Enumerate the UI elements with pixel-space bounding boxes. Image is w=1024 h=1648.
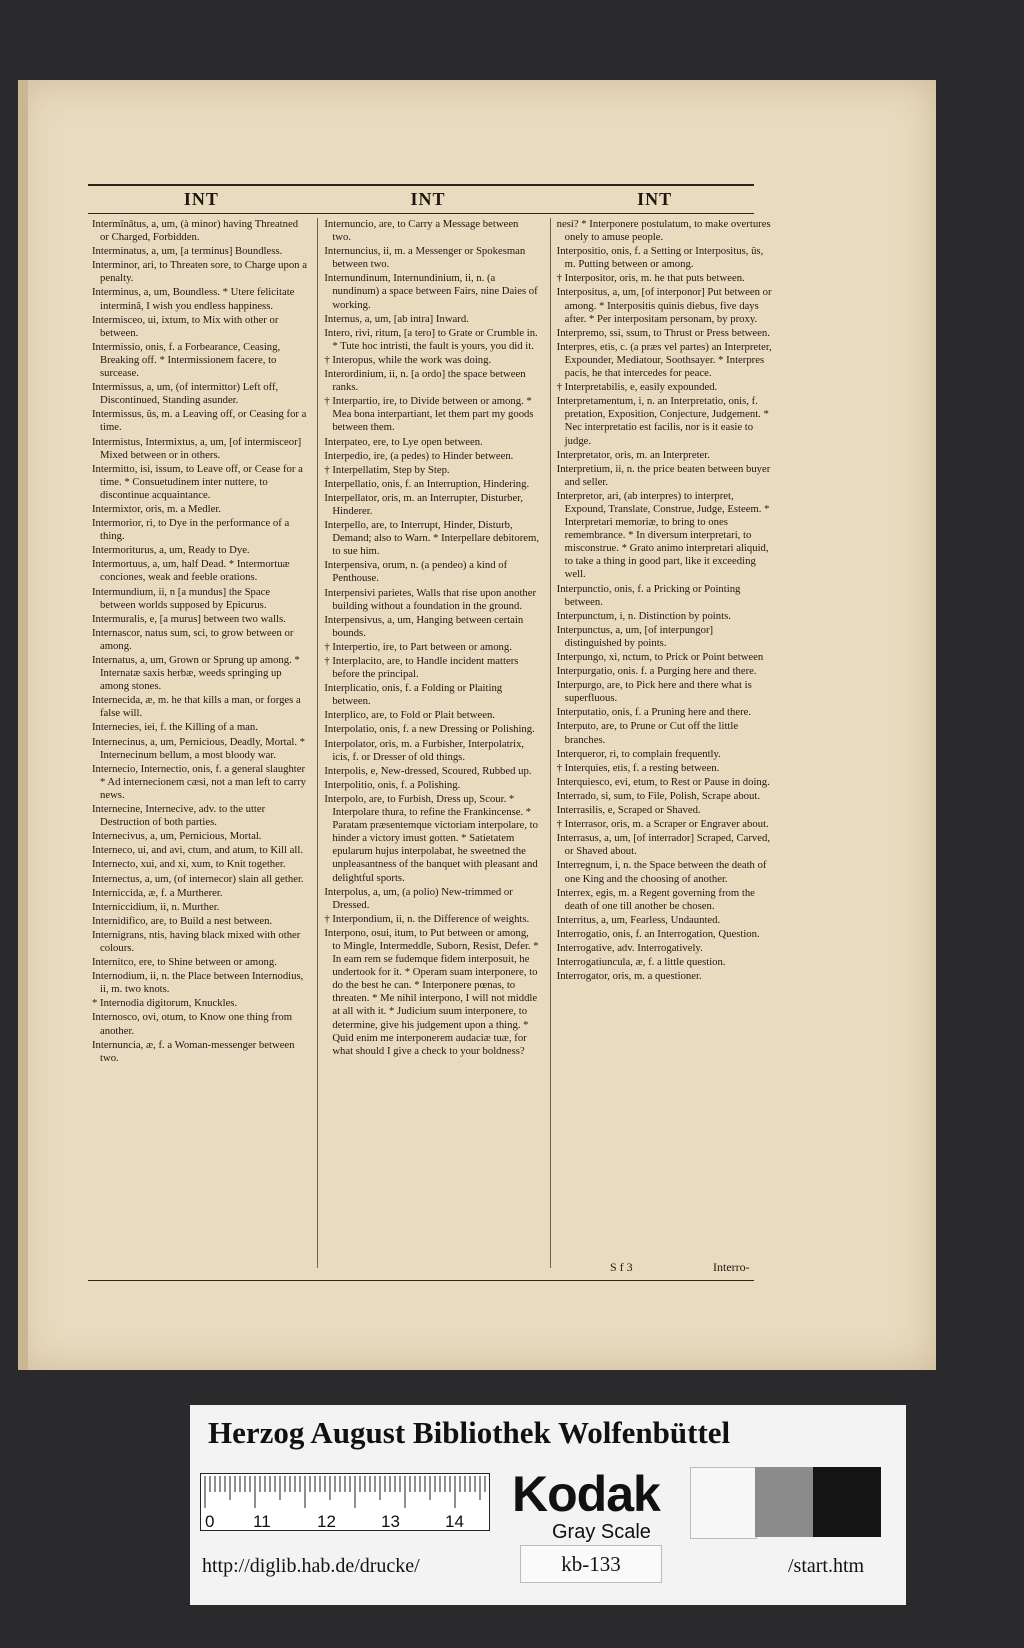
- headword-center: INT: [410, 188, 446, 209]
- dictionary-entry: Interpungo, xi, nctum, to Prick or Point between: [556, 651, 764, 663]
- dictionary-entry: Interpolitio, onis, f. a Polishing.: [324, 778, 461, 791]
- dictionary-entry: Interpolis, e, New-dressed, Scoured, Rubbed up.: [324, 764, 532, 777]
- entry-columns: [92, 218, 772, 1268]
- dictionary-entry: * Internodia digitorum, Knuckles.: [92, 997, 238, 1010]
- dictionary-entry: Interniccidium, ii, n. Murther.: [92, 900, 220, 913]
- dictionary-entry: Internodium, ii, n. the Place between Internodius, ii, m. two knots.: [92, 970, 304, 996]
- dictionary-entry: Interpolo, are, to Furbish, Dress up, Scour. * Interpolare thura, to refine the Frankincense. * Paratam præsentemque victoriam interpolare, to hinder a victory imust gotten. * Satietatem epularum hujus interpolabat, he sweetned the unpleasantness of the banquet with pleasant and delightful sports.: [324, 792, 538, 884]
- dictionary-entry: Internatus, a, um, Grown or Sprung up among. * Internatæ saxis herbæ, weeds springing up among stones.: [92, 654, 300, 693]
- dictionary-entry: Interrogatiuncula, æ, f. a little question.: [556, 956, 726, 969]
- dictionary-entry: Interpensivus, a, um, Hanging between certain bounds.: [324, 613, 524, 639]
- dictionary-page: [18, 80, 936, 1370]
- dictionary-entry: Interpedio, ire, (a pedes) to Hinder between.: [324, 449, 514, 462]
- dictionary-entry: Interputo, are, to Prune or Cut off the little branches.: [556, 720, 739, 746]
- dictionary-entry: Interplicatio, onis, f. a Folding or Plaiting between.: [324, 682, 503, 708]
- dictionary-entry: † Interquies, etis, f. a resting between.: [556, 761, 720, 774]
- catchword: Interro-: [713, 1260, 750, 1274]
- dictionary-entry: Interpositus, a, um, [of interponor] Put between or among. * Interpositis quinis diebus, five days after. * Per interpositam personam, by proxy.: [556, 286, 772, 325]
- dictionary-entry: Interpres, etis, c. (a præs vel partes) an Interpreter, Expounder, Mediatour, Soothsayer. * Interpres pacis, he that intercedes for peace.: [556, 340, 772, 380]
- kodak-logo: Kodak: [512, 1466, 660, 1522]
- dictionary-entry: Interpretor, ari, (ab interpres) to interpret, Expound, Translate, Construe, Judge, Esteem. * Interpretari memoriæ, to bring to ones remembrance. * In diversum interpretari, to misconstrue. * Grato animo interpretari aliquid, to take a thing in good part, like it exceeding well.: [556, 489, 770, 581]
- dictionary-entry: Interputatio, onis, f. a Pruning here and there.: [556, 706, 752, 719]
- dictionary-entry: Intermistus, Intermixtus, a, um, [of intermisceor] Mixed between or in others.: [92, 435, 302, 461]
- running-headwords: [88, 186, 768, 212]
- headword-left: INT: [183, 188, 219, 209]
- dictionary-entry: Internidifico, are, to Build a nest between.: [92, 914, 273, 927]
- dictionary-entry: Interpensiva, orum, n. (a pendeo) a kind of Penthouse.: [324, 559, 508, 585]
- dictionary-entry: Interpolator, oris, m. a Furbisher, Interpolatrix, icis, f. or Dresser of old things.: [324, 737, 525, 763]
- ruler-ticks: [201, 1474, 489, 1514]
- dictionary-entry: Interminatus, a, um, [a terminus] Boundless.: [92, 245, 283, 258]
- gray-patch-black: [813, 1467, 881, 1537]
- dictionary-entry: Internectus, a, um, (of internecor) slain all gether.: [92, 872, 304, 885]
- dictionary-entry: Interpunctio, onis, f. a Pricking or Pointing between.: [556, 582, 741, 608]
- dictionary-entry: Interpateo, ere, to Lye open between.: [324, 435, 483, 448]
- dictionary-entry: Internecto, xui, and xi, xum, to Knit together.: [92, 858, 286, 871]
- dictionary-entry: † Interpartio, ire, to Divide between or among. * Mea bona interpartiant, let them part my goods between them.: [324, 395, 534, 434]
- dictionary-entry: Internuncio, are, to Carry a Message between two.: [324, 218, 519, 244]
- dictionary-entry: Interordinium, ii, n. [a ordo] the space between ranks.: [324, 368, 526, 394]
- dictionary-entry: Intermundium, ii, n [a mundus] the Space between worlds supposed by Epicurus.: [92, 585, 271, 611]
- dictionary-entry: Internuncia, æ, f. a Woman-messenger between two.: [92, 1038, 295, 1064]
- dictionary-entry: Interpello, are, to Interrupt, Hinder, Disturb, Demand; also to Warn. * Interpellare debitorem, to sue him.: [324, 519, 540, 558]
- dictionary-entry: Interrogatio, onis, f. an Interrogation, Question.: [556, 927, 760, 940]
- ruler-number: 0: [205, 1512, 215, 1531]
- gray-scale-label: Gray Scale: [552, 1521, 651, 1543]
- dictionary-entry: Interregnum, i, n. the Space between the death of one King and the choosing of another.: [556, 859, 767, 885]
- gray-patch-mid: [755, 1467, 813, 1537]
- shelfmark-id: kb-133: [520, 1545, 662, 1583]
- dictionary-entry: Interpretator, oris, m. an Interpreter.: [556, 448, 710, 461]
- dictionary-entry: Interpono, osui, itum, to Put between or among, to Mingle, Intermeddle, Suborn, Resist, Defer. * In eam rem se fudemque fidem interposuit, he undertook for it. * Operam suam interponere, to do the best he can. * Interponere pœnas, to threaten. * Me nihil interpono, I will not middle at all with it. * Judicium suum interponere, to determine, give his judgement upon a thing. * Quid enim me interponerem audaciæ tuæ, for what should I give a check to your boldness?: [324, 926, 539, 1057]
- column-right: [550, 218, 772, 1268]
- dictionary-entry: Interqueror, ri, to complain frequently.: [556, 747, 721, 760]
- dictionary-entry: Internigrans, ntis, having black mixed with other colours.: [92, 928, 301, 954]
- dictionary-entry: Internitco, ere, to Shine between or among.: [92, 956, 277, 969]
- dictionary-entry: Intermuralis, e, [a murus] between two walls.: [92, 612, 286, 625]
- dictionary-entry: Interrasus, a, um, [of interrador] Scraped, Carved, or Shaved about.: [556, 832, 771, 858]
- gray-patch-white: [690, 1467, 757, 1539]
- header-underline: [88, 213, 754, 214]
- dictionary-entry: Internosco, ovi, otum, to Know one thing from another.: [92, 1011, 293, 1037]
- dictionary-entry: nesi? * Interponere postulatum, to make overtures onely to amuse people.: [556, 218, 771, 244]
- dictionary-entry: Interritus, a, um, Fearless, Undaunted.: [556, 913, 721, 926]
- headword-right: INT: [637, 188, 673, 209]
- dictionary-entry: Interneco, ui, and avi, ctum, and atum, to Kill all.: [92, 844, 304, 857]
- dictionary-entry: Intermisceo, ui, ixtum, to Mix with other or between.: [92, 313, 279, 339]
- dictionary-entry: Intermissus, ûs, m. a Leaving off, or Ceasing for a time.: [92, 408, 307, 434]
- dictionary-entry: Intermitto, isi, issum, to Leave off, or Cease for a time. * Consuetudinem inter nuttere, to discontinue acquaintance.: [92, 462, 303, 501]
- dictionary-entry: Internecine, Internecive, adv. to the utter Destruction of both parties.: [92, 803, 266, 829]
- dictionary-entry: † Interrasor, oris, m. a Scraper or Engraver about.: [556, 818, 769, 831]
- dictionary-entry: Intero, rivi, ritum, [a tero] to Grate or Crumble in. * Tute hoc intristi, the fault is yours, you did it.: [324, 326, 538, 352]
- dictionary-entry: Intermorior, ri, to Dye in the performance of a thing.: [92, 517, 290, 543]
- dictionary-entry: Interpellatio, onis, f. an Interruption, Hindering.: [324, 477, 530, 490]
- library-target-card: [190, 1405, 906, 1605]
- dictionary-entry: † Interpondium, ii, n. the Difference of weights.: [324, 912, 530, 925]
- dictionary-entry: Interpolatio, onis, f. a new Dressing or Polishing.: [324, 723, 535, 736]
- dictionary-entry: Intermixtor, oris, m. a Medler.: [92, 502, 221, 515]
- dictionary-entry: Interrasilis, e, Scraped or Shaved.: [556, 804, 701, 817]
- dictionary-entry: Interminor, ari, to Threaten sore, to Charge upon a penalty.: [92, 259, 307, 285]
- dictionary-entry: Interpurgo, are, to Pick here and there what is superfluous.: [556, 679, 752, 705]
- dictionary-entry: Interrogative, adv. Interrogatively.: [556, 941, 703, 954]
- dictionary-entry: Internus, a, um, [ab intra] Inward.: [324, 312, 469, 325]
- dictionary-entry: Interrogator, oris, m. a questioner.: [556, 970, 702, 983]
- ruler-number: 13: [381, 1512, 400, 1531]
- dictionary-entry: † Interpertio, ire, to Part between or among.: [324, 640, 512, 653]
- dictionary-entry: Interpretamentum, i, n. an Interpretatio, onis, f. pretation, Exposition, Conjecture, Judgement. * Nec interpretatio est facilis, nor is it easie to judge.: [556, 395, 769, 447]
- ruler-number: 14: [445, 1512, 464, 1531]
- dictionary-entry: Interplico, are, to Fold or Plait between.: [324, 709, 495, 722]
- column-middle: [317, 218, 539, 1268]
- dictionary-entry: Interpremo, ssi, ssum, to Thrust or Press between.: [556, 326, 770, 339]
- dictionary-entry: Interminus, a, um, Boundless. * Utere felicitate interminâ, I wish you endless happiness.: [92, 286, 295, 312]
- dictionary-entry: Interpunctum, i, n. Distinction by points.: [556, 609, 731, 622]
- dictionary-entry: Internecida, æ, m. he that kills a man, or forges a false will.: [92, 694, 301, 720]
- footer-rule: [88, 1280, 754, 1281]
- dictionary-entry: Internecies, iei, f. the Killing of a man.: [92, 721, 258, 734]
- url-suffix: /start.htm: [788, 1555, 865, 1577]
- dictionary-entry: † Interplacito, are, to Handle incident matters before the principal.: [324, 655, 519, 681]
- dictionary-entry: Interrado, si, sum, to File, Polish, Scrape about.: [556, 789, 760, 802]
- column-left: [92, 218, 307, 1268]
- dictionary-entry: Interpolus, a, um, (a polio) New-trimmed or Dressed.: [324, 885, 513, 911]
- dictionary-entry: † Interpellatim, Step by Step.: [324, 463, 450, 476]
- ruler-number: 12: [317, 1512, 336, 1531]
- url-prefix: http://diglib.hab.de/drucke/: [202, 1555, 420, 1577]
- dictionary-entry: Interpurgatio, onis. f. a Purging here and there.: [556, 665, 757, 678]
- dictionary-entry: Interpositio, onis, f. a Setting or Interpositus, ûs, m. Putting between or among.: [556, 245, 764, 271]
- dictionary-entry: Interpellator, oris, m. an Interrupter, Disturber, Hinderer.: [324, 491, 524, 517]
- dictionary-entry: Intermoriturus, a, um, Ready to Dye.: [92, 544, 250, 557]
- dictionary-entry: Interquiesco, evi, etum, to Rest or Pause in doing.: [556, 775, 770, 788]
- library-name: Herzog August Bibliothek Wolfenbüttel: [208, 1415, 731, 1450]
- dictionary-entry: Internecio, Internectio, onis, f. a general slaughter * Ad internecionem cæsi, not a man left to carry news.: [92, 762, 306, 801]
- dictionary-entry: Intermortuus, a, um, half Dead. * Intermortuæ conciones, weak and feeble orations.: [92, 558, 290, 584]
- dictionary-entry: Interpunctus, a, um, [of interpungor] distinguished by points.: [556, 623, 714, 649]
- signature-mark: S f 3: [610, 1260, 633, 1274]
- dictionary-entry: Interpensivi parietes, Walls that rise upon another building without a foundation in the ground.: [324, 586, 537, 612]
- dictionary-entry: Internecivus, a, um, Pernicious, Mortal.: [92, 830, 262, 843]
- dictionary-entry: Internundinum, Internundinium, ii, n. (a nundinum) a space between Fairs, nine Daies of working.: [324, 272, 538, 311]
- dictionary-entry: Interpretium, ii, n. the price beaten between buyer and seller.: [556, 462, 771, 488]
- dictionary-entry: Intermissus, a, um, (of intermittor) Left off, Discontinued, Standing asunder.: [92, 381, 279, 407]
- dictionary-entry: † Interopus, while the work was doing.: [324, 353, 492, 366]
- dictionary-entry: Internascor, natus sum, sci, to grow between or among.: [92, 626, 294, 652]
- dictionary-entry: Interniccida, æ, f. a Murtherer.: [92, 886, 223, 899]
- dictionary-entry: Intermissio, onis, f. a Forbearance, Ceasing, Breaking off. * Intermissionem facere, to surcease.: [92, 340, 281, 380]
- dictionary-entry: Interrex, egis, m. a Regent governing from the death of one till another be chosen.: [556, 886, 755, 912]
- dictionary-entry: Internuncius, ii, m. a Messenger or Spokesman between two.: [324, 245, 526, 271]
- scale-ruler: [200, 1473, 490, 1531]
- ruler-number: 11: [253, 1512, 271, 1531]
- dictionary-entry: Intermīnātus, a, um, (à minor) having Threatned or Charged, Forbidden.: [92, 218, 299, 244]
- dictionary-entry: † Interpositor, oris, m. he that puts between.: [556, 272, 745, 285]
- dictionary-entry: Internecinus, a, um, Pernicious, Deadly, Mortal. * Internecinum bellum, a most bloody war.: [92, 735, 306, 761]
- dictionary-entry: † Interpretabilis, e, easily expounded.: [556, 381, 718, 394]
